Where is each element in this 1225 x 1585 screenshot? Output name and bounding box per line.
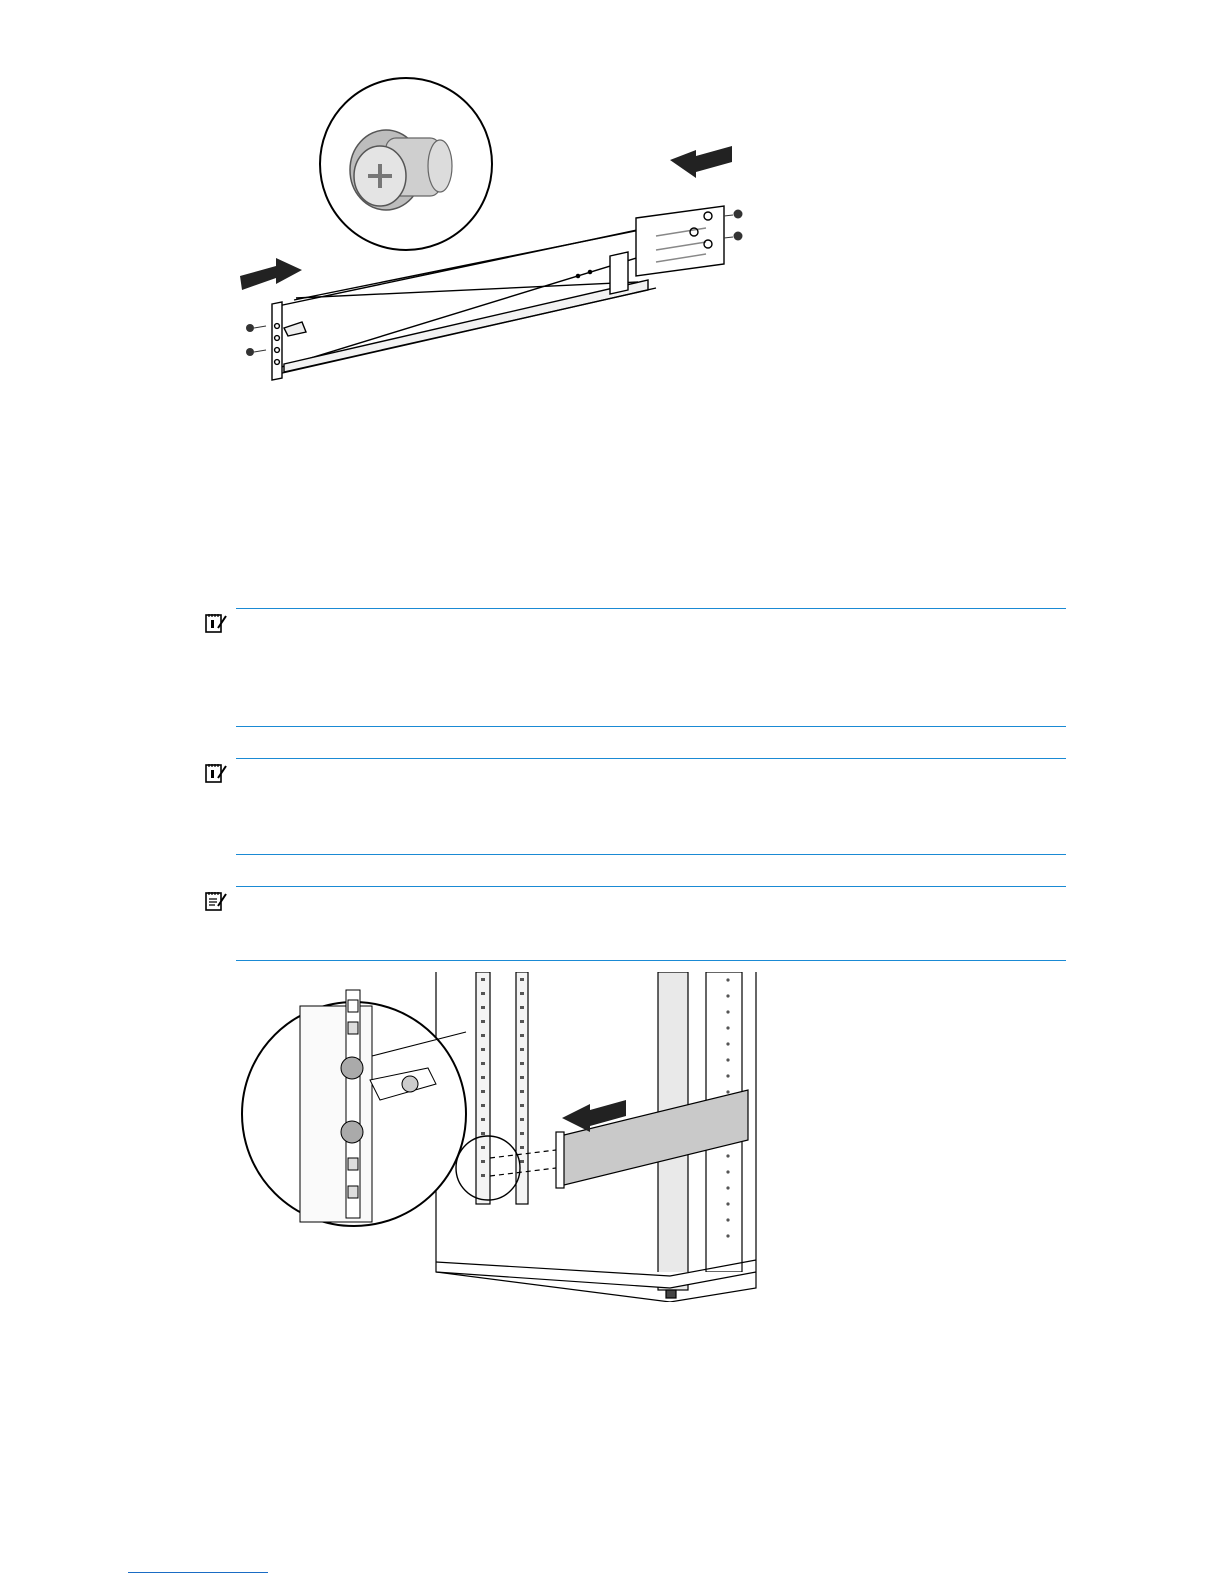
callout-bottom-rule [236,726,1066,727]
important-icon [204,762,228,784]
rail-assembly-figure [236,76,756,386]
note-icon [204,890,228,912]
important-callout [200,754,1066,858]
rail-body [272,206,724,380]
callout-top-rule [236,608,1066,609]
shoulder-screw-icon [320,78,492,250]
callout-top-rule [236,886,1066,887]
arrow-right-icon [240,258,302,290]
callout-bottom-rule [236,960,1066,961]
callout-top-rule [236,758,1066,759]
magnifier-circle-icon [242,990,466,1226]
important-icon [204,612,228,634]
important-callout [200,604,1066,728]
callout-bottom-rule [236,854,1066,855]
rack-installation-figure [240,972,760,1302]
footer-link[interactable] [128,1572,268,1573]
note-callout [200,882,1066,964]
arrow-left-icon [670,146,732,178]
